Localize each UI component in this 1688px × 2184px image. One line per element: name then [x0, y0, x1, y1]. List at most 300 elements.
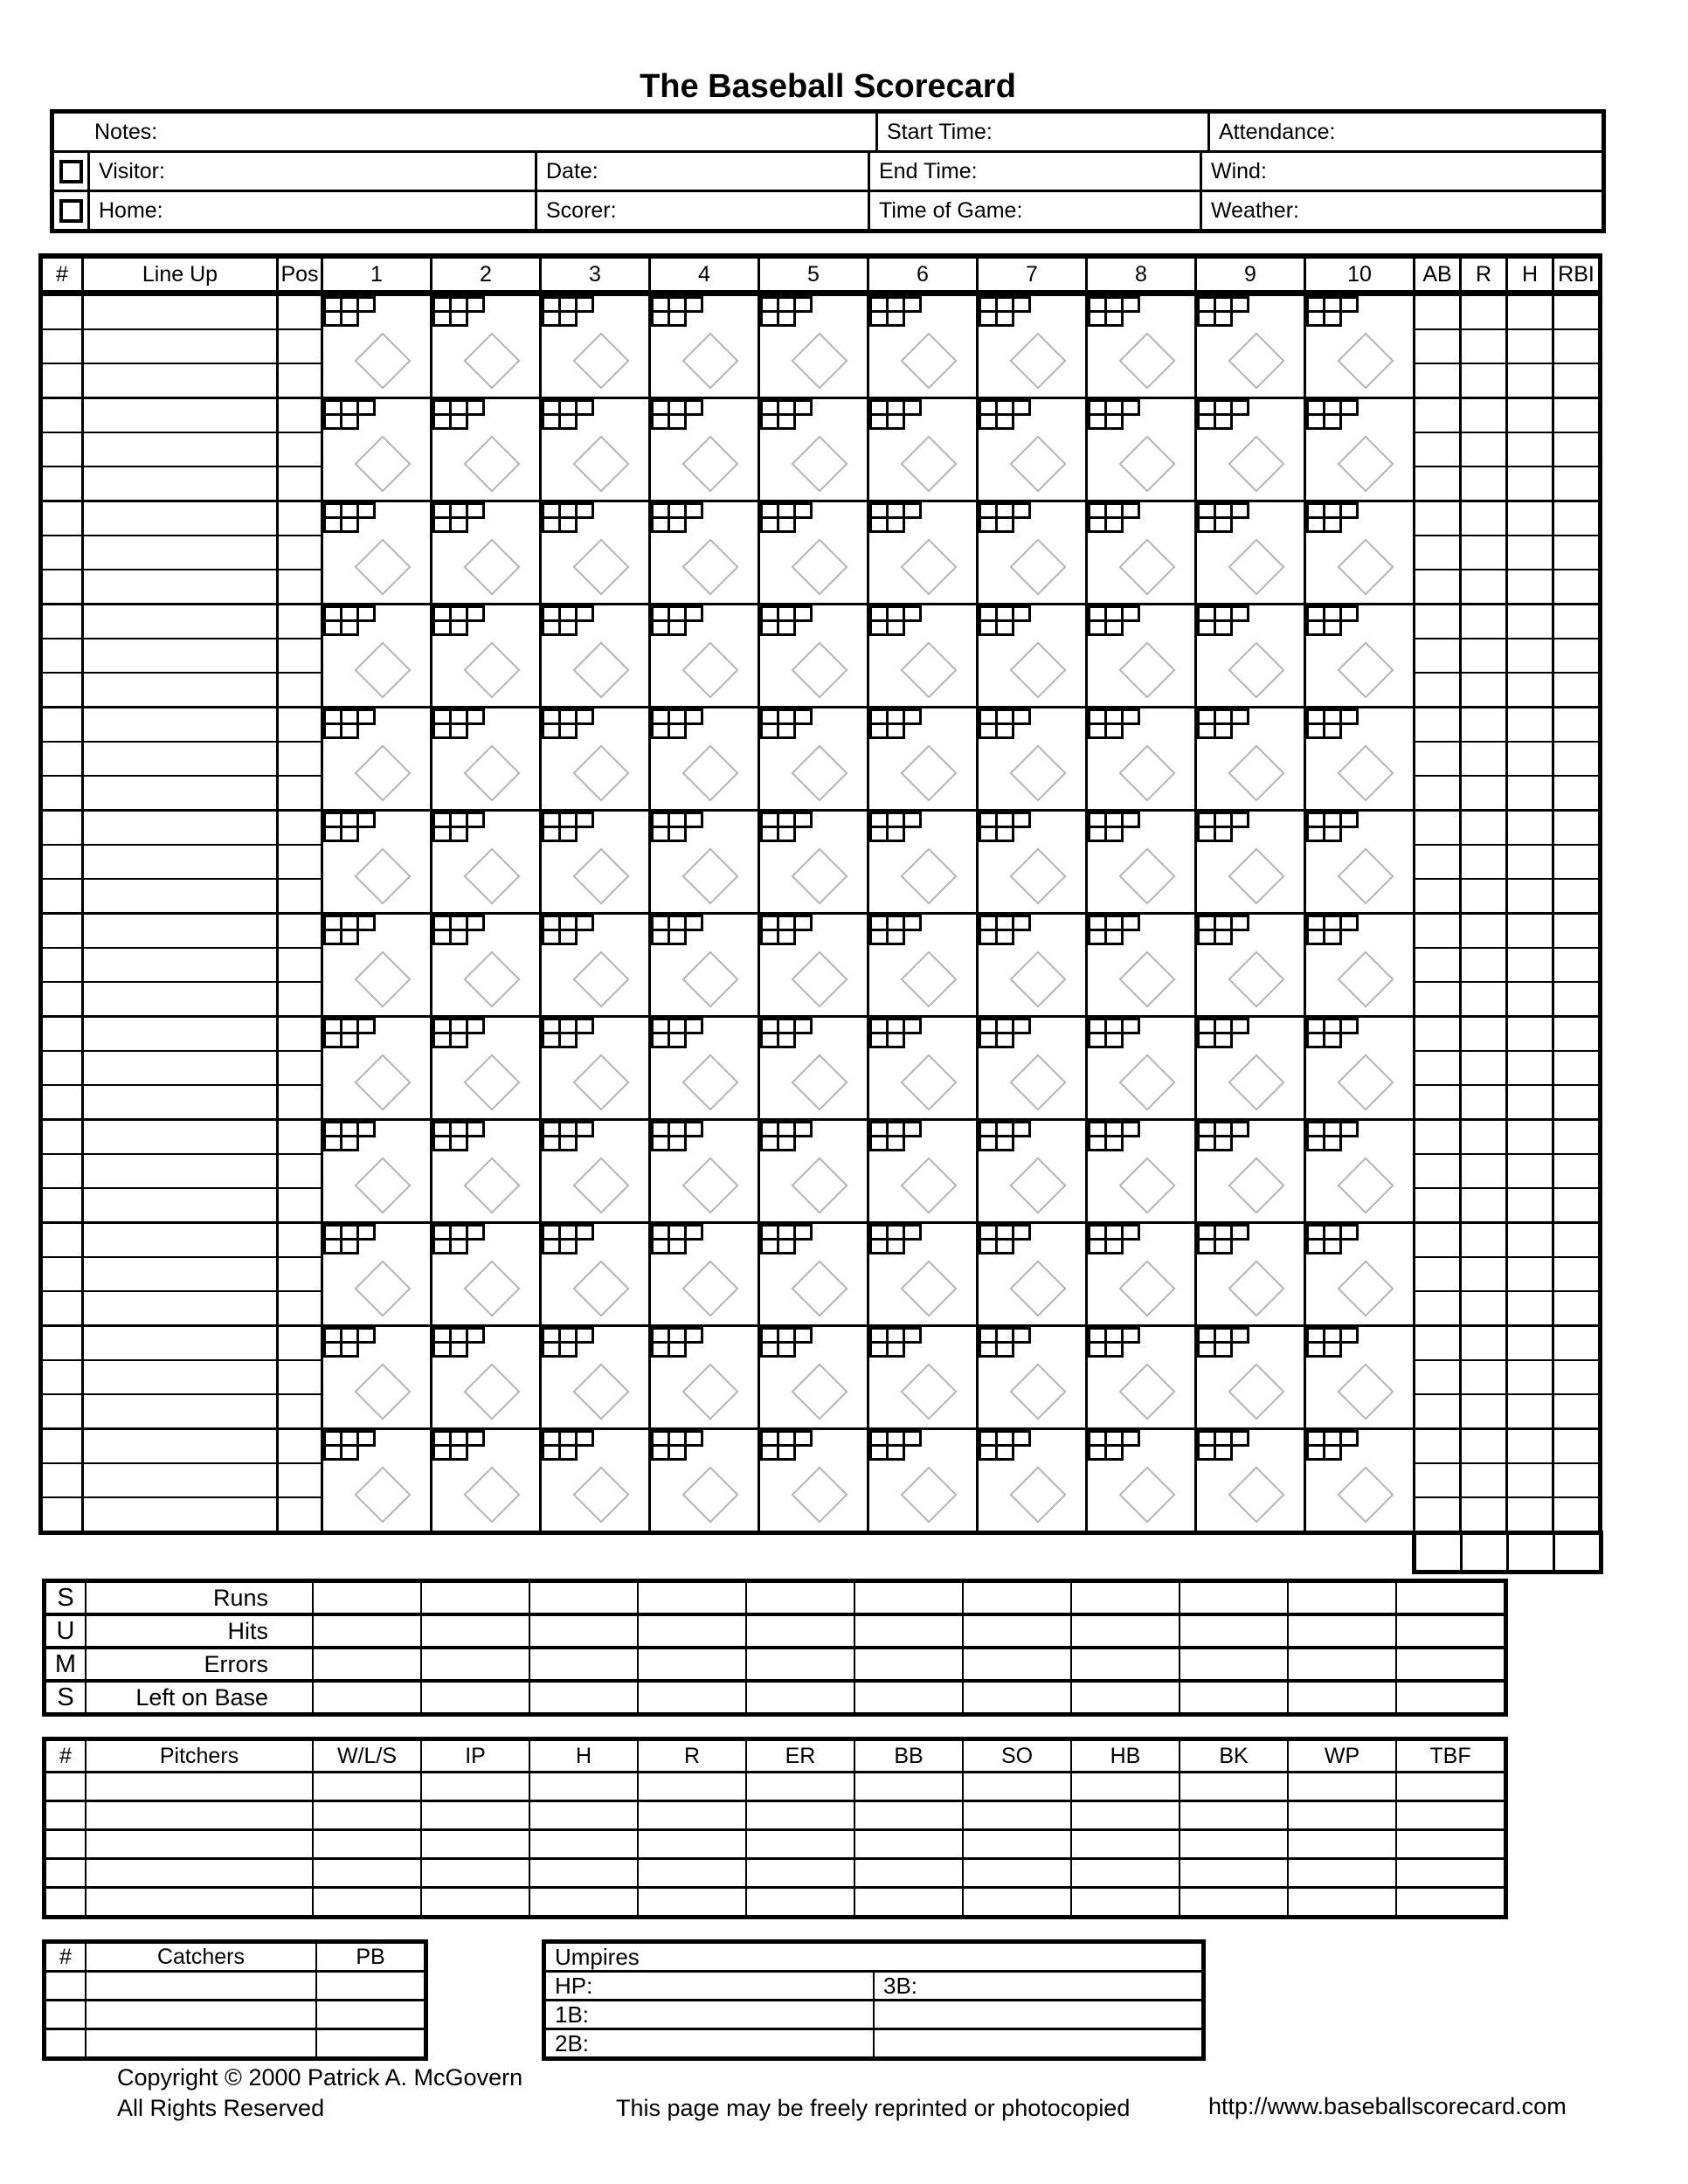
pitch-count-box[interactable] — [1230, 1018, 1249, 1034]
scoring-cell[interactable] — [979, 812, 1085, 912]
pitch-count-box[interactable] — [1121, 708, 1140, 725]
pitch-count-box[interactable] — [777, 413, 796, 430]
runs-box[interactable] — [1462, 777, 1505, 809]
pitch-count-box[interactable] — [466, 399, 485, 416]
scoring-cell[interactable] — [651, 1018, 758, 1118]
scoring-cell[interactable] — [542, 605, 648, 706]
scoring-cell[interactable] — [869, 708, 976, 809]
position-box[interactable] — [279, 915, 321, 949]
sums-value-cell[interactable] — [855, 1616, 962, 1646]
runs-box[interactable] — [1462, 1155, 1505, 1189]
scoring-cell[interactable] — [760, 812, 867, 912]
pitch-count-box[interactable] — [1230, 1327, 1249, 1344]
pitch-count-box[interactable] — [1214, 413, 1233, 430]
pitch-count-box[interactable] — [1339, 502, 1359, 519]
sums-value-cell[interactable] — [1397, 1649, 1504, 1679]
pitch-count-box[interactable] — [777, 516, 796, 533]
position-box[interactable] — [279, 433, 321, 467]
scoring-cell[interactable] — [323, 605, 430, 706]
catcher-number-cell[interactable] — [46, 2001, 85, 2028]
scoring-cell[interactable] — [1306, 812, 1413, 912]
sums-value-cell[interactable] — [530, 1649, 637, 1679]
pitch-count-box[interactable] — [1214, 826, 1233, 842]
lineup-name-box[interactable] — [84, 708, 276, 743]
pitch-count-box[interactable] — [793, 1018, 813, 1034]
position-box[interactable] — [279, 1018, 321, 1052]
lineup-name-box[interactable] — [84, 467, 276, 500]
rbi-box[interactable] — [1554, 674, 1598, 706]
pitcher-stat-cell[interactable] — [639, 1889, 745, 1915]
rbi-box[interactable] — [1554, 502, 1598, 536]
player-number-box[interactable] — [43, 1155, 81, 1189]
pitcher-stat-cell[interactable] — [1397, 1831, 1504, 1857]
scoring-cell[interactable] — [542, 915, 648, 1015]
scoring-cell[interactable] — [432, 1327, 539, 1427]
lineup-name-box[interactable] — [84, 1052, 276, 1086]
pitch-count-box[interactable] — [575, 502, 594, 519]
ab-box[interactable] — [1415, 674, 1459, 706]
pitcher-stat-cell[interactable] — [1072, 1802, 1179, 1828]
pitch-count-box[interactable] — [356, 812, 376, 828]
pitch-count-box[interactable] — [340, 310, 359, 327]
pitch-count-box[interactable] — [668, 1238, 687, 1254]
runs-box[interactable] — [1462, 1086, 1505, 1118]
rbi-box[interactable] — [1554, 1395, 1598, 1427]
position-box[interactable] — [279, 1121, 321, 1155]
lineup-name-box[interactable] — [84, 1258, 276, 1292]
scoring-cell[interactable] — [1197, 1327, 1304, 1427]
pitch-count-box[interactable] — [1214, 929, 1233, 945]
pitch-count-box[interactable] — [995, 516, 1014, 533]
pitch-count-box[interactable] — [1012, 1327, 1031, 1344]
pitch-count-box[interactable] — [1230, 1430, 1249, 1447]
pitch-count-box[interactable] — [995, 1238, 1014, 1254]
player-number-box[interactable] — [43, 1395, 81, 1427]
scoring-cell[interactable] — [1306, 1430, 1413, 1531]
lineup-name-box[interactable] — [84, 846, 276, 880]
position-box[interactable] — [279, 1258, 321, 1292]
sums-value-cell[interactable] — [422, 1649, 529, 1679]
pitch-count-box[interactable] — [340, 619, 359, 636]
player-number-box[interactable] — [43, 536, 81, 570]
lineup-name-box[interactable] — [84, 1292, 276, 1324]
ab-box[interactable] — [1415, 812, 1459, 846]
position-box[interactable] — [279, 1189, 321, 1221]
scoring-cell[interactable] — [869, 1430, 976, 1531]
pitch-count-box[interactable] — [793, 1430, 813, 1447]
pitcher-stat-cell[interactable] — [639, 1773, 745, 1800]
pitcher-name-cell[interactable] — [86, 1889, 312, 1915]
runs-box[interactable] — [1462, 949, 1505, 983]
pitch-count-box[interactable] — [1230, 812, 1249, 828]
hits-box[interactable] — [1508, 777, 1552, 809]
position-box[interactable] — [279, 674, 321, 706]
pitcher-number-cell[interactable] — [46, 1889, 85, 1915]
pitcher-stat-cell[interactable] — [964, 1831, 1070, 1857]
pitch-count-box[interactable] — [449, 619, 468, 636]
pitch-count-box[interactable] — [1323, 826, 1342, 842]
pitch-count-box[interactable] — [886, 413, 905, 430]
ab-box[interactable] — [1415, 1327, 1459, 1361]
scoring-cell[interactable] — [1306, 1327, 1413, 1427]
pitch-count-box[interactable] — [558, 1341, 578, 1358]
pitcher-stat-cell[interactable] — [1397, 1889, 1504, 1915]
position-box[interactable] — [279, 880, 321, 912]
pitch-count-box[interactable] — [684, 399, 703, 416]
sums-value-cell[interactable] — [1397, 1683, 1504, 1712]
pitch-count-box[interactable] — [684, 1121, 703, 1137]
ab-box[interactable] — [1415, 570, 1459, 603]
pitcher-stat-cell[interactable] — [1397, 1860, 1504, 1886]
pitch-count-box[interactable] — [995, 929, 1014, 945]
pitch-count-box[interactable] — [575, 399, 594, 416]
hits-box[interactable] — [1508, 570, 1552, 603]
scoring-cell[interactable] — [1197, 399, 1304, 500]
position-box[interactable] — [279, 1224, 321, 1258]
notes-field[interactable] — [54, 114, 875, 150]
scoring-cell[interactable] — [979, 399, 1085, 500]
position-box[interactable] — [279, 812, 321, 846]
runs-box[interactable] — [1462, 639, 1505, 674]
pitcher-stat-cell[interactable] — [964, 1860, 1070, 1886]
runs-box[interactable] — [1462, 1327, 1505, 1361]
player-number-box[interactable] — [43, 880, 81, 912]
runs-box[interactable] — [1462, 1224, 1505, 1258]
hits-box[interactable] — [1508, 1086, 1552, 1118]
pitcher-stat-cell[interactable] — [1289, 1802, 1395, 1828]
sums-value-cell[interactable] — [639, 1583, 745, 1613]
pitcher-stat-cell[interactable] — [855, 1860, 962, 1886]
runs-box[interactable] — [1462, 330, 1505, 364]
scoring-cell[interactable] — [432, 399, 539, 500]
time-of-game-field[interactable] — [868, 192, 1200, 229]
pitch-count-box[interactable] — [684, 1327, 703, 1344]
scoring-cell[interactable] — [760, 399, 867, 500]
hits-box[interactable] — [1508, 949, 1552, 983]
pitcher-number-cell[interactable] — [46, 1860, 85, 1886]
hits-box[interactable] — [1508, 1327, 1552, 1361]
player-number-box[interactable] — [43, 296, 81, 330]
hits-box[interactable] — [1508, 605, 1552, 639]
pitch-count-box[interactable] — [668, 310, 687, 327]
pitch-count-box[interactable] — [1230, 1224, 1249, 1241]
position-box[interactable] — [279, 983, 321, 1015]
pitch-count-box[interactable] — [558, 413, 578, 430]
pitch-count-box[interactable] — [1121, 1121, 1140, 1137]
runs-box[interactable] — [1462, 743, 1505, 777]
scoring-cell[interactable] — [979, 296, 1085, 397]
pitch-count-box[interactable] — [777, 929, 796, 945]
scoring-cell[interactable] — [979, 502, 1085, 603]
pitch-count-box[interactable] — [903, 399, 922, 416]
rbi-box[interactable] — [1554, 1018, 1598, 1052]
lineup-name-box[interactable] — [84, 1121, 276, 1155]
position-box[interactable] — [279, 1498, 321, 1531]
pitch-count-box[interactable] — [1339, 1430, 1359, 1447]
scoring-cell[interactable] — [1306, 915, 1413, 1015]
scoring-cell[interactable] — [979, 605, 1085, 706]
rbi-box[interactable] — [1554, 364, 1598, 397]
player-number-box[interactable] — [43, 639, 81, 674]
pitch-count-box[interactable] — [575, 708, 594, 725]
lineup-name-box[interactable] — [84, 639, 276, 674]
weather-field[interactable] — [1200, 192, 1602, 229]
runs-box[interactable] — [1462, 708, 1505, 743]
position-box[interactable] — [279, 1464, 321, 1498]
pitcher-stat-cell[interactable] — [855, 1889, 962, 1915]
ab-box[interactable] — [1415, 536, 1459, 570]
runs-box[interactable] — [1462, 1258, 1505, 1292]
scoring-cell[interactable] — [1197, 1018, 1304, 1118]
scoring-cell[interactable] — [1306, 1018, 1413, 1118]
rbi-box[interactable] — [1554, 949, 1598, 983]
pitcher-stat-cell[interactable] — [530, 1773, 637, 1800]
ab-box[interactable] — [1415, 467, 1459, 500]
scoring-cell[interactable] — [1197, 296, 1304, 397]
rbi-box[interactable] — [1554, 399, 1598, 433]
pitcher-stat-cell[interactable] — [747, 1802, 854, 1828]
scoring-cell[interactable] — [979, 1018, 1085, 1118]
pitch-count-box[interactable] — [449, 1135, 468, 1151]
pitch-count-box[interactable] — [684, 1224, 703, 1241]
pitch-count-box[interactable] — [1323, 413, 1342, 430]
ab-box[interactable] — [1415, 1018, 1459, 1052]
pitcher-stat-cell[interactable] — [1072, 1889, 1179, 1915]
sums-value-cell[interactable] — [314, 1616, 420, 1646]
pitch-count-box[interactable] — [995, 619, 1014, 636]
player-number-box[interactable] — [43, 433, 81, 467]
pitch-count-box[interactable] — [1121, 1327, 1140, 1344]
scoring-cell[interactable] — [979, 1327, 1085, 1427]
pitch-count-box[interactable] — [356, 296, 376, 313]
scoring-cell[interactable] — [1088, 1327, 1194, 1427]
pitch-count-box[interactable] — [1214, 722, 1233, 739]
pitch-count-box[interactable] — [466, 1018, 485, 1034]
sums-value-cell[interactable] — [639, 1616, 745, 1646]
ab-box[interactable] — [1415, 502, 1459, 536]
pitch-count-box[interactable] — [575, 915, 594, 931]
sums-value-cell[interactable] — [855, 1649, 962, 1679]
pitch-count-box[interactable] — [340, 1444, 359, 1461]
pitch-count-box[interactable] — [1230, 1121, 1249, 1137]
pitch-count-box[interactable] — [1104, 516, 1124, 533]
scoring-cell[interactable] — [760, 1430, 867, 1531]
hits-box[interactable] — [1508, 1292, 1552, 1324]
rbi-box[interactable] — [1554, 605, 1598, 639]
pitch-count-box[interactable] — [668, 826, 687, 842]
runs-box[interactable] — [1462, 433, 1505, 467]
scoring-cell[interactable] — [323, 296, 430, 397]
hits-box[interactable] — [1508, 502, 1552, 536]
pitcher-stat-cell[interactable] — [422, 1802, 529, 1828]
pitch-count-box[interactable] — [466, 502, 485, 519]
pitch-count-box[interactable] — [793, 502, 813, 519]
pitcher-stat-cell[interactable] — [314, 1889, 420, 1915]
pitcher-stat-cell[interactable] — [639, 1831, 745, 1857]
lineup-name-box[interactable] — [84, 364, 276, 397]
pitch-count-box[interactable] — [886, 1032, 905, 1048]
pitcher-stat-cell[interactable] — [1180, 1889, 1287, 1915]
pitch-count-box[interactable] — [1323, 1341, 1342, 1358]
catcher-name-cell[interactable] — [86, 2030, 315, 2056]
catcher-pb-cell[interactable] — [317, 1973, 424, 1999]
player-number-box[interactable] — [43, 708, 81, 743]
player-number-box[interactable] — [43, 1292, 81, 1324]
scoring-cell[interactable] — [1088, 708, 1194, 809]
scorer-field[interactable] — [535, 192, 868, 229]
ab-box[interactable] — [1415, 1430, 1459, 1464]
pitch-count-box[interactable] — [668, 413, 687, 430]
rbi-box[interactable] — [1554, 296, 1598, 330]
pitch-count-box[interactable] — [558, 619, 578, 636]
scoring-cell[interactable] — [1088, 399, 1194, 500]
position-box[interactable] — [279, 1155, 321, 1189]
home-checkbox[interactable] — [59, 199, 83, 223]
scoring-cell[interactable] — [432, 915, 539, 1015]
pitch-count-box[interactable] — [1012, 399, 1031, 416]
position-box[interactable] — [279, 536, 321, 570]
pitch-count-box[interactable] — [356, 502, 376, 519]
umpire-extra-cell[interactable] — [875, 2030, 1201, 2056]
scoring-cell[interactable] — [760, 502, 867, 603]
hits-box[interactable] — [1508, 296, 1552, 330]
scoring-cell[interactable] — [323, 1018, 430, 1118]
player-number-box[interactable] — [43, 1361, 81, 1395]
scoring-cell[interactable] — [869, 1327, 976, 1427]
sums-value-cell[interactable] — [639, 1649, 745, 1679]
rbi-box[interactable] — [1554, 880, 1598, 912]
rbi-box[interactable] — [1554, 743, 1598, 777]
sums-value-cell[interactable] — [530, 1583, 637, 1613]
pitch-count-box[interactable] — [1323, 516, 1342, 533]
runs-box[interactable] — [1462, 674, 1505, 706]
pitch-count-box[interactable] — [356, 1430, 376, 1447]
rbi-box[interactable] — [1554, 1464, 1598, 1498]
position-box[interactable] — [279, 949, 321, 983]
scoring-cell[interactable] — [542, 502, 648, 603]
position-box[interactable] — [279, 605, 321, 639]
scoring-cell[interactable] — [869, 1121, 976, 1221]
pitch-count-box[interactable] — [1012, 1121, 1031, 1137]
umpire-3b-field[interactable] — [875, 1973, 1201, 1999]
scoring-cell[interactable] — [651, 812, 758, 912]
scoring-cell[interactable] — [542, 1327, 648, 1427]
pitch-count-box[interactable] — [886, 1444, 905, 1461]
runs-box[interactable] — [1462, 1430, 1505, 1464]
player-number-box[interactable] — [43, 1498, 81, 1531]
pitch-count-box[interactable] — [886, 826, 905, 842]
scoring-cell[interactable] — [869, 399, 976, 500]
sums-value-cell[interactable] — [1289, 1583, 1395, 1613]
pitch-count-box[interactable] — [886, 516, 905, 533]
pitch-count-box[interactable] — [1230, 296, 1249, 313]
pitch-count-box[interactable] — [356, 399, 376, 416]
scoring-cell[interactable] — [651, 915, 758, 1015]
sums-value-cell[interactable] — [1289, 1649, 1395, 1679]
pitcher-stat-cell[interactable] — [1180, 1773, 1287, 1800]
hits-box[interactable] — [1508, 983, 1552, 1015]
lineup-name-box[interactable] — [84, 674, 276, 706]
pitch-count-box[interactable] — [356, 1121, 376, 1137]
sums-value-cell[interactable] — [964, 1649, 1070, 1679]
pitch-count-box[interactable] — [1012, 605, 1031, 622]
scoring-cell[interactable] — [1197, 812, 1304, 912]
pitch-count-box[interactable] — [449, 310, 468, 327]
pitch-count-box[interactable] — [777, 1135, 796, 1151]
pitch-count-box[interactable] — [1230, 502, 1249, 519]
player-number-box[interactable] — [43, 743, 81, 777]
pitch-count-box[interactable] — [1104, 1238, 1124, 1254]
runs-box[interactable] — [1462, 880, 1505, 912]
pitch-count-box[interactable] — [1214, 619, 1233, 636]
pitch-count-box[interactable] — [340, 516, 359, 533]
runs-box[interactable] — [1462, 536, 1505, 570]
sums-value-cell[interactable] — [314, 1683, 420, 1712]
ab-box[interactable] — [1415, 1052, 1459, 1086]
pitch-count-box[interactable] — [1323, 310, 1342, 327]
wind-field[interactable] — [1200, 153, 1602, 190]
ab-box[interactable] — [1415, 1155, 1459, 1189]
rbi-box[interactable] — [1554, 915, 1598, 949]
pitch-count-box[interactable] — [466, 296, 485, 313]
pitch-count-box[interactable] — [1104, 1444, 1124, 1461]
scoring-cell[interactable] — [760, 296, 867, 397]
pitch-count-box[interactable] — [356, 605, 376, 622]
ab-box[interactable] — [1415, 1361, 1459, 1395]
position-box[interactable] — [279, 1361, 321, 1395]
position-box[interactable] — [279, 1052, 321, 1086]
pitch-count-box[interactable] — [903, 1224, 922, 1241]
pitcher-stat-cell[interactable] — [314, 1831, 420, 1857]
rbi-box[interactable] — [1554, 1292, 1598, 1324]
lineup-name-box[interactable] — [84, 433, 276, 467]
pitch-count-box[interactable] — [886, 929, 905, 945]
rbi-box[interactable] — [1554, 570, 1598, 603]
runs-box[interactable] — [1462, 1121, 1505, 1155]
rbi-box[interactable] — [1554, 983, 1598, 1015]
scoring-cell[interactable] — [1088, 915, 1194, 1015]
sums-value-cell[interactable] — [1289, 1683, 1395, 1712]
pitch-count-box[interactable] — [1230, 399, 1249, 416]
scoring-cell[interactable] — [323, 1327, 430, 1427]
pitch-count-box[interactable] — [340, 1135, 359, 1151]
scoring-cell[interactable] — [1306, 502, 1413, 603]
sums-value-cell[interactable] — [747, 1616, 854, 1646]
lineup-name-box[interactable] — [84, 1224, 276, 1258]
scoring-cell[interactable] — [323, 812, 430, 912]
pitcher-stat-cell[interactable] — [1397, 1802, 1504, 1828]
sums-value-cell[interactable] — [422, 1583, 529, 1613]
pitcher-stat-cell[interactable] — [422, 1889, 529, 1915]
scoring-cell[interactable] — [1197, 1121, 1304, 1221]
lineup-name-box[interactable] — [84, 1189, 276, 1221]
player-number-box[interactable] — [43, 1189, 81, 1221]
position-box[interactable] — [279, 1395, 321, 1427]
scoring-cell[interactable] — [1088, 812, 1194, 912]
scoring-cell[interactable] — [542, 812, 648, 912]
lineup-name-box[interactable] — [84, 880, 276, 912]
scoring-cell[interactable] — [760, 708, 867, 809]
pitch-count-box[interactable] — [1214, 1238, 1233, 1254]
rbi-box[interactable] — [1554, 1121, 1598, 1155]
pitch-count-box[interactable] — [793, 812, 813, 828]
pitch-count-box[interactable] — [1012, 812, 1031, 828]
lineup-name-box[interactable] — [84, 605, 276, 639]
hits-box[interactable] — [1508, 1361, 1552, 1395]
ab-box[interactable] — [1415, 983, 1459, 1015]
sums-value-cell[interactable] — [964, 1616, 1070, 1646]
pitch-count-box[interactable] — [575, 1327, 594, 1344]
